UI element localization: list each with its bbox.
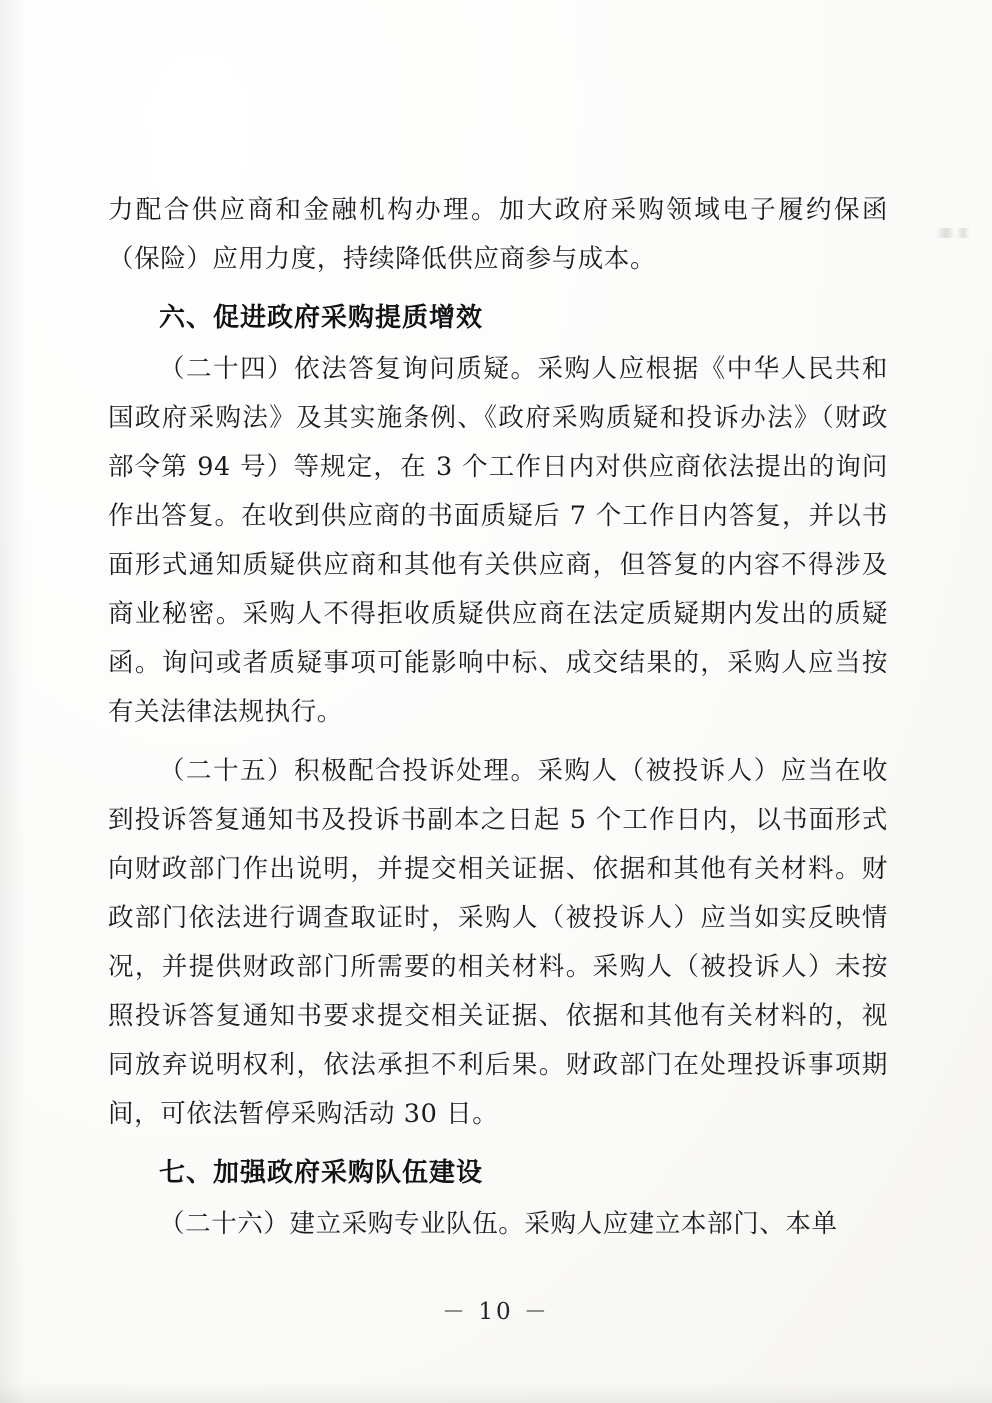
- paragraph-continuation: 力配合供应商和金融机构办理。加大政府采购领域电子履约保函（保险）应用力度，持续降低供应商参与成本。: [108, 195, 888, 274]
- spacer: [108, 284, 888, 290]
- page-left-shadow: [0, 0, 26, 1403]
- section-heading-seven: 七、加强政府采购队伍建设: [159, 1158, 484, 1188]
- section-heading-six: 六、促进政府采购提质增效: [159, 303, 484, 333]
- page-number: － 10 －: [442, 1299, 550, 1325]
- paragraph-item-25: （二十五）积极配合投诉处理。采购人（被投诉人）应当在收到投诉答复通知书及投诉书副本之日起 5 个工作日内，以书面形式向财政部门作出说明，并提交相关证据、依据和其他有关材料。财政部门依法进行调查取证时，采购人（被投诉人）应当如实反映情况，并提供财政部门所需要的相关材料。采购人（被投诉人）未按照投诉答复通知书要求提交相关证据、依据和其他有关材料的，视同放弃说明权利，依法承担不利后果。财政部门在处理投诉事项期间，可依法暂停采购活动 30 日。: [108, 756, 888, 1129]
- spacer: [108, 1139, 888, 1145]
- paragraph-item-24: （二十四）依法答复询问质疑。采购人应根据《中华人民共和国政府采购法》及其实施条例、《政府采购质疑和投诉办法》（财政部令第 94 号）等规定，在 3 个工作日内对供应商依法提出的询问作出答复。在收到供应商的书面质疑后 7 个工作日内答复，并以书面形式通知质疑供应商和其他有关供应商，但答复的内容不得涉及商业秘密。采购人不得拒收质疑供应商在法定质疑期内发出的质疑函。询问或者质疑事项可能影响中标、成交结果的，采购人应当按有关法律法规执行。: [108, 354, 888, 727]
- paragraph-item-26: （二十六）建立采购专业队伍。采购人应建立本部门、本单: [159, 1209, 838, 1239]
- page-bottom-shadow: [0, 1381, 992, 1403]
- spacer: [108, 737, 888, 747]
- scan-edge-mark-icon: [936, 228, 970, 238]
- document-body: [108, 186, 888, 1249]
